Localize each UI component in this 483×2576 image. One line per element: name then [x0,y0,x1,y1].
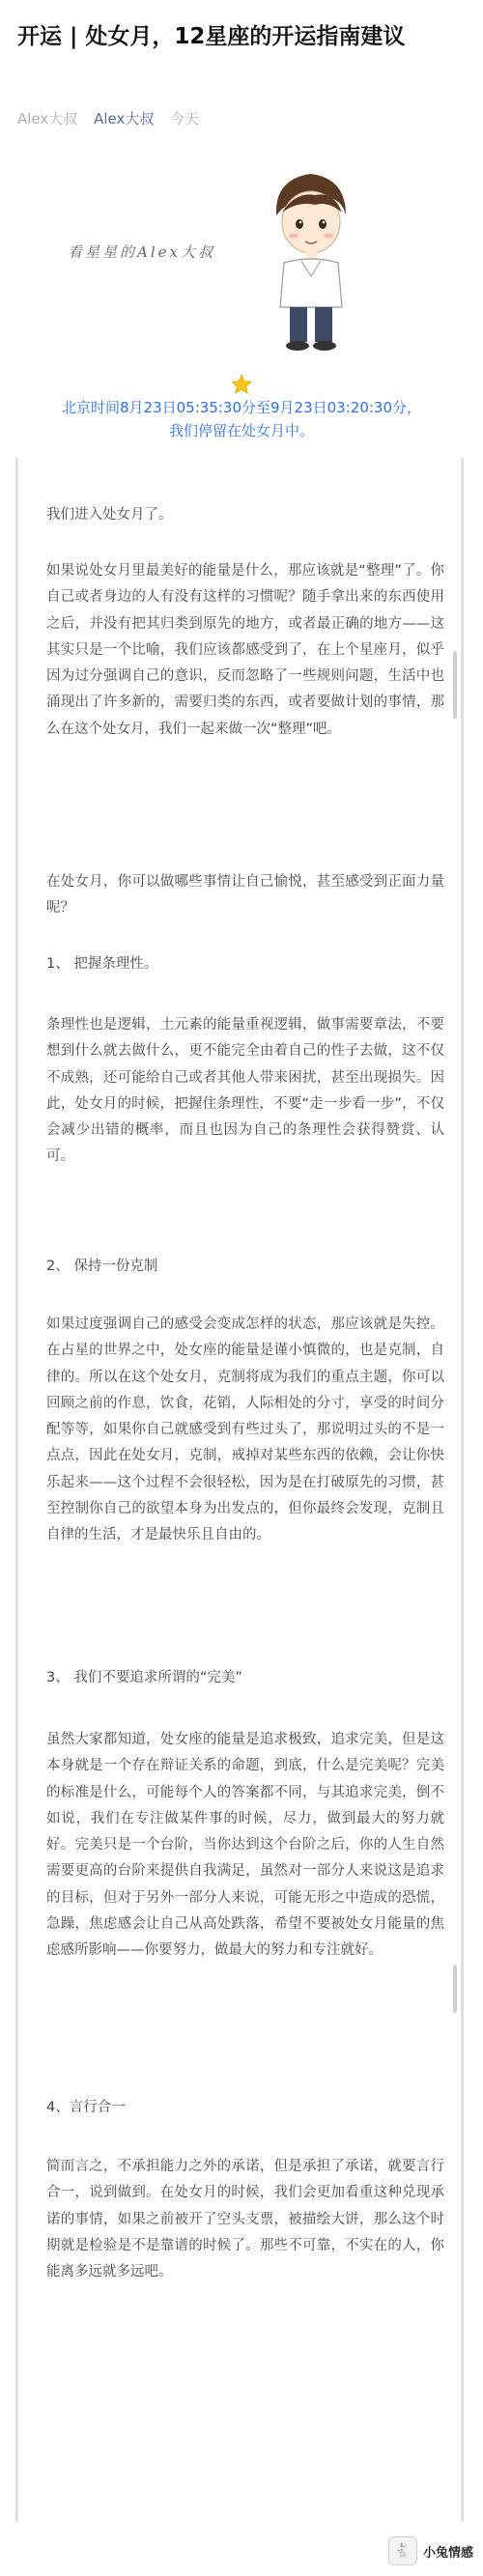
scroll-indicator [453,1965,457,2013]
star-icon [230,373,253,396]
publish-time: 今天 [170,110,200,127]
section-heading-3: 3、 我们不要追求所谓的“完美” [46,1670,242,1685]
watermark-text: 小兔情感 [422,2545,473,2561]
cover-banner [68,162,415,355]
author-link[interactable]: Alex大叔 [94,110,155,127]
article-meta [17,108,211,128]
paragraph-organize: 如果说处女月里最美好的能量是什么，那应该就是“整理”了。你自己或者身边的人有没有这样的习惯呢？随手拿出来的东西使用之后，并没有把其归类到原先的地方，或者最正确的地方——这其实只是一个比喻，我们应该都感受到了，在上个星座月，似乎因为过分强调自己的意识，反而忽略了一些规则问题，生活中也涌现出了许多新的，需要归类的东西，或者要做计划的事情，那么在这个处女月，我们一起来做一次“整理”吧。 [46,563,444,737]
watermark-logo [388,2534,473,2568]
rabbit-logo-icon: 🐇 [388,2536,417,2565]
paragraph-question: 在处女月，你可以做哪些事情让自己愉悦，甚至感受到正面力量呢？ [46,874,444,917]
section-heading-1: 1、 把握条理性。 [46,956,158,972]
source-name: Alex大叔 [17,110,78,127]
paragraph-perfection: 虽然大家都知道，处女座的能量是追求极致，追求完美，但是这本身就是一个存在辩证关系的命题，到底，什么是完美呢？完美的标准是什么，可能每个人的答案都不同，与其追求完美，倒不如说，我们在专注做某件事的时候，尽力，做到最大的努力就好。完美只是一个台阶，当你达到这个台阶之后，你的人生自然需要更高的台阶来提供自我满足，虽然对一部分人来说这是追求的目标，但对于另外一部分人来说，可能无形之中造成的恐慌，急躁，焦虑感会让自己从高处跌落，希望不要被处女月能量的焦虑感所影响——你要努力，做最大的努力和专注就好。 [46,1732,444,1959]
paragraph-integrity: 简而言之，不承担能力之外的承诺，但是承担了承诺，就要言行合一，说到做到。在处女月的时候，我们会更加看重这种兑现承诺的事情，如果之前被开了空头支票，被描绘大饼，那么这个时期就是检验是不是靠谱的时候了。那些不可靠，不实在的人，你能离多远就多远吧。 [46,2159,444,2280]
section-heading-2: 2、 保持一份克制 [46,1259,158,1274]
paragraph-intro: 我们进入处女月了。 [46,507,173,523]
paragraph-logic: 条理性也是逻辑，土元素的能量重视逻辑，做事需要章法，不要想到什么就去做什么，更不能完全由着自己的性子去做，这不仅不成熟，还可能给自己或者其他人带来困扰，甚至出现损失。因此，处女月的时候，把握住条理性，不要“走一步看一步”，不仅会减少出错的概率，而且也因为自己的条理性会获得赞赏、认可。 [46,1017,444,1165]
banner-handwriting: 看星星的Alex大叔 [68,243,215,261]
article-title: 开运 | 处女月，12星座的开运指南建议 [17,24,406,49]
section-heading-4: 4、言行合一 [46,2100,126,2115]
scroll-indicator [453,651,457,719]
time-range-notice [0,396,483,442]
time-range-line-2: 我们停留在处女月中。 [168,422,314,439]
time-range-line-1: 北京时间8月23日05:35:30分至9月23日03:20:30分， [62,399,421,416]
paragraph-restraint: 如果过度强调自己的感受会变成怎样的状态，那应该就是失控。在占星的世界之中，处女座的能量是谨小慎微的，也是克制，自律的。所以在这个处女月，克制将成为我们的重点主题，你可以回顾之前的作息，饮食，花销，人际相处的分寸，享受的时间分配等等，如果你自己就感受到有些过头了，那说明过头的不是一点点，因此在处女月，克制，戒掉对某些东西的依赖，会让你快乐起来——这个过程不会很轻松，因为是在打破原先的习惯，甚至控制你自己的欲望本身为出发点的，但你最终会发现，克制且自律的生活，才是最快乐且自由的。 [46,1316,444,1543]
cartoon-boy-illustration [257,162,363,355]
